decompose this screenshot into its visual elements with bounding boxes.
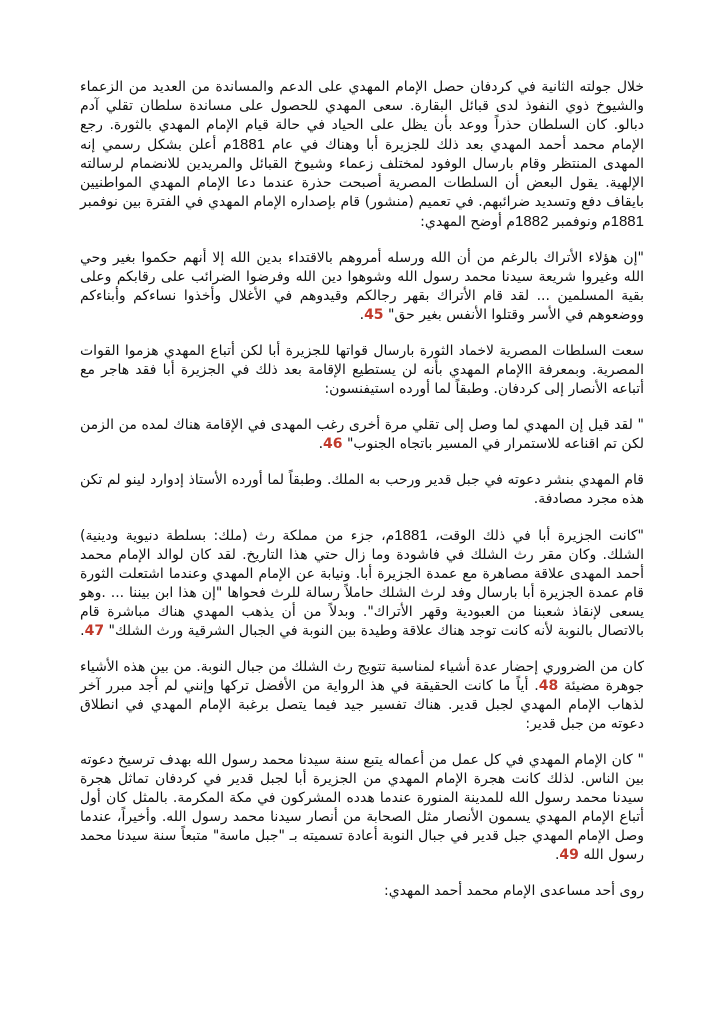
text-run: "إن هؤلاء الأتراك بالرغم من أن الله ورسله أمروهم بالاقتداء بدين الله إلا أنهم حكموا بغير وحي الله وغيروا شريعة سيدنا محمد رسول الله وشوهوا دين الله وفرضوا الضرائب على رقابكم وعلى بقية المسلمين ... لقد قام الأتراك بقهر رجالكم وقيدوهم في الأغلال وأخذوا نساءكم وأبناءكم ووضعوهم في الأسر وقتلوا الأنفس بغير حق" (80, 250, 644, 323)
footnote-ref-49[interactable]: 49 (559, 847, 579, 863)
text-run: سعت السلطات المصرية لاخماد الثورة بارسال قواتها للجزيرة أبا لكن أتباع المهدي هزموا القوات المصرية. وبمعرفة االإمام المهدي بأنه لن يستطيع الإقامة بعد ذلك في الجزيرة أبا فقد هاجر مع أتباعه الأنصار إلى كردفان. وطبقاً لما أورده استيفنسون: (80, 343, 644, 397)
text-run: . (80, 623, 85, 639)
text-run: "كانت الجزيرة أبا في ذلك الوقت، (427, 528, 644, 544)
quote-stevenson (80, 416, 644, 454)
footnote-ref-48[interactable]: 48 (538, 678, 559, 694)
text-run: قام المهدي بنشر دعوته في جبل قدير ورحب به الملك. وطبقاً لما أورده الأستاذ إدوارد لينو لم تكن هذه مجرد مصادفة. (80, 472, 644, 507)
quote-hijra-parallel (80, 751, 644, 865)
text-run: . (318, 436, 324, 452)
paragraph-assistant-narration (80, 882, 644, 901)
text-run: م ونوفمبر (548, 214, 611, 230)
text-run: " كان الإمام المهدي في كل عمل من أعماله يتبع سنة سيدنا محمد رسول الله بهدف ترسيخ دعوته بين الناس. لذلك كانت هجرة الإمام المهدي من الجزيرة أبا لجبل قدير في كردفان تماثل هجرة سيدنا محمد رسول الله للمدينة المنورة عندما هدده المشركون في مكة المكرمة. بالمثل كان أول أتباع الإمام المهدي يسمون الأنصار مثل الصحابة من أنصار سيدنا محمد رسول الله. وأخيراً، عندما وصل الإمام المهدي جبل قدير في جبال النوبة أعادة تسميته بـ "جبل ماسة" متبعاً سنة سيدنا محمد رسول الله (80, 752, 644, 863)
text-run: . (554, 847, 560, 863)
text-run: م، جزء من مملكة رث (ملك: بسلطة دنيوية ودينية) الشلك. وكان مقر رث الشلك في فاشودة وما زال حتي هذا التاريخ. لقد كان لوالد الإمام محمد أحمد المهدى علاقة مصاهرة مع عمدة الجزيرة أبا. ونيابة عن الإمام المهدي وعندما اشتعلت الثورة قام عمدة الجزيرة أبا بارسال وفد لرث الشلك حاملاً رسالة للرث فحواها "إن هذا ابن بيننا ... .وهو يسعى لإنقاذ شعبنا من العبودية وقهر الأتراك". وبدلاً من أن يذهب المهدي هناك مباشرة قام بالاتصال بالنوبة لأنه كانت توجد هناك علاقة وطيدة بين النوبة في الجبال الشرقية ورث الشلك" (80, 528, 644, 639)
paragraph-jebel-qadir (80, 471, 644, 509)
text-run: م أعلن بشكل رسمي إنه المهدى المنتظر وقام بارسال الوفود لمختلف زعماء وشيوخ القبائل والمريدين للانضمام لرسالته الإلهية. يقول البعض أن السلطات المصرية أصبحت حذرة عندما دعا الإمام المهدي المواطنيين بايقاف دفع وتسديد ضرائبهم. في تعميم (منشور) قام بإصداره الإمام المهدي في الفترة بين نوفمبر (80, 137, 644, 210)
paragraph-egyptian-response (80, 342, 644, 399)
text-run: " لقد قيل إن المهدي لما وصل إلى تقلي مرة أخرى رغب المهدى في الإقامة هناك لمده من الزمن لكن تم اقناعه للاستمرار في المسير باتجاه الجنوب" (80, 417, 644, 452)
quote-edward-lino (80, 526, 644, 641)
text-run: روى أحد مساعدى الإمام محمد أحمد المهدي: (384, 883, 644, 899)
quote-mahdi-proclamation (80, 249, 644, 325)
text-run: كان من الضروري إحضار عدة أشياء لمناسبة تتويج رث الشلك من جبال النوبة. من بين هذه الأشياء جوهرة مضيئة (80, 659, 644, 694)
paragraph-tour-kordofan (80, 78, 644, 232)
year-1882: 1882 (515, 213, 549, 230)
footnote-ref-45[interactable]: 45 (364, 307, 384, 323)
footnote-ref-47[interactable]: 47 (84, 623, 105, 639)
document-page (80, 78, 644, 918)
text-run: . أياً ما كانت الحقيقة في هذ الرواية من الأفضل تركها وإنني لم أجد مبرر آخر لذهاب الإمام المهدي لجبل قدير. هناك تفسير جيد فيما يتصل برغبة الإمام المهدي في انطلاق دعوته من جبل قدير: (80, 678, 644, 732)
text-run: خلال جولته الثانية في كردفان حصل الإمام المهدي على الدعم والمساندة من العديد من الزعماء والشيوخ ذوي النفوذ لدى قبائل البقارة. سعى المهدي للحصول على مساندة سلطان تقلي آدم دبالو. كان السلطان حذراً ووعد بأن يظل على الحياد في حالة قيام الإمام المهدي بالثورة. رجع الإمام محمد أحمد المهدي بعد ذلك للجزيرة أبا وهناك في عام (80, 79, 644, 153)
year-1881: 1881 (394, 527, 428, 544)
footnote-ref-46[interactable]: 46 (323, 436, 343, 452)
text-run: م أوضح المهدي: (420, 214, 516, 230)
year-1881: 1881 (610, 213, 644, 230)
text-run: . (359, 307, 365, 323)
year-1881: 1881 (231, 136, 266, 153)
paragraph-coronation-items (80, 658, 644, 734)
